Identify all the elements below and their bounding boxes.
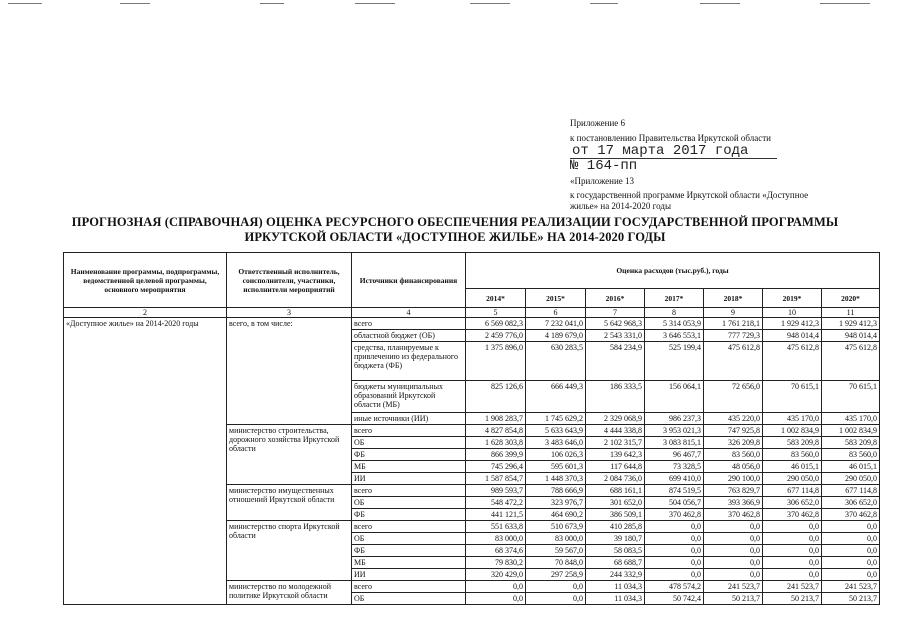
value-cell: 297 258,9 bbox=[526, 569, 586, 581]
value-cell: 475 612,8 bbox=[763, 342, 822, 381]
value-cell: 1 908 283,7 bbox=[466, 413, 526, 425]
value-cell: 948 014,4 bbox=[822, 330, 880, 342]
value-cell: 83 560,0 bbox=[763, 449, 822, 461]
column-index: 5 bbox=[466, 308, 526, 318]
value-cell: 117 644,8 bbox=[586, 461, 645, 473]
value-cell: 7 232 041,0 bbox=[526, 318, 586, 330]
value-cell: 370 462,8 bbox=[822, 509, 880, 521]
value-cell: 79 830,2 bbox=[466, 557, 526, 569]
source-cell: областной бюджет (ОБ) bbox=[352, 330, 466, 342]
value-cell: 48 056,0 bbox=[704, 461, 763, 473]
header-year: 2018* bbox=[704, 289, 763, 308]
value-cell: 370 462,8 bbox=[645, 509, 704, 521]
value-cell: 83 000,0 bbox=[466, 533, 526, 545]
value-cell: 72 656,0 bbox=[704, 381, 763, 413]
program-name-cell: «Доступное жилье» на 2014-2020 годы bbox=[64, 318, 227, 605]
value-cell: 2 329 068,9 bbox=[586, 413, 645, 425]
value-cell: 290 050,0 bbox=[822, 473, 880, 485]
value-cell: 475 612,8 bbox=[704, 342, 763, 381]
value-cell: 551 633,8 bbox=[466, 521, 526, 533]
value-cell: 46 015,1 bbox=[763, 461, 822, 473]
appendix-block bbox=[570, 118, 870, 212]
appendix-line: жилье» на 2014-2020 годы bbox=[570, 201, 672, 211]
value-cell: 46 015,1 bbox=[822, 461, 880, 473]
source-cell: МБ bbox=[352, 461, 466, 473]
value-cell: 548 472,2 bbox=[466, 497, 526, 509]
value-cell: 1 002 834,9 bbox=[822, 425, 880, 437]
value-cell: 0,0 bbox=[466, 581, 526, 593]
value-cell: 139 642,3 bbox=[586, 449, 645, 461]
value-cell: 2 102 315,7 bbox=[586, 437, 645, 449]
value-cell: 39 180,7 bbox=[586, 533, 645, 545]
value-cell: 1 002 834,9 bbox=[763, 425, 822, 437]
value-cell: 1 761 218,1 bbox=[704, 318, 763, 330]
value-cell: 83 560,0 bbox=[822, 449, 880, 461]
value-cell: 0,0 bbox=[822, 533, 880, 545]
value-cell: 70 615,1 bbox=[822, 381, 880, 413]
column-index: 8 bbox=[645, 308, 704, 318]
value-cell: 948 014,4 bbox=[763, 330, 822, 342]
header-year: 2020* bbox=[822, 289, 880, 308]
value-cell: 96 467,7 bbox=[645, 449, 704, 461]
value-cell: 747 925,8 bbox=[704, 425, 763, 437]
value-cell: 0,0 bbox=[704, 569, 763, 581]
value-cell: 0,0 bbox=[763, 545, 822, 557]
value-cell: 290 100,0 bbox=[704, 473, 763, 485]
value-cell: 1 375 896,0 bbox=[466, 342, 526, 381]
responsible-cell: всего, в том числе: bbox=[227, 318, 352, 425]
header-year: 2017* bbox=[645, 289, 704, 308]
value-cell: 478 574,2 bbox=[645, 581, 704, 593]
value-cell: 435 170,0 bbox=[763, 413, 822, 425]
value-cell: 989 593,7 bbox=[466, 485, 526, 497]
value-cell: 630 283,5 bbox=[526, 342, 586, 381]
column-index: 7 bbox=[586, 308, 645, 318]
source-cell: ОБ bbox=[352, 497, 466, 509]
value-cell: 0,0 bbox=[526, 581, 586, 593]
column-index: 6 bbox=[526, 308, 586, 318]
value-cell: 677 114,8 bbox=[763, 485, 822, 497]
value-cell: 2 459 776,0 bbox=[466, 330, 526, 342]
responsible-cell: министерство имущественных отношений Иркутской области bbox=[227, 485, 352, 521]
value-cell: 510 673,9 bbox=[526, 521, 586, 533]
header-year: 2014* bbox=[466, 289, 526, 308]
source-cell: всего bbox=[352, 485, 466, 497]
value-cell: 6 569 082,3 bbox=[466, 318, 526, 330]
column-index: 2 bbox=[64, 308, 227, 318]
title-line: ИРКУТСКОЙ ОБЛАСТИ «ДОСТУПНОЕ ЖИЛЬЕ» НА 2014-2020 ГОДЫ bbox=[244, 230, 666, 244]
value-cell: 244 332,9 bbox=[586, 569, 645, 581]
responsible-cell: министерство спорта Иркутской области bbox=[227, 521, 352, 581]
value-cell: 1 628 303,8 bbox=[466, 437, 526, 449]
value-cell: 70 848,0 bbox=[526, 557, 586, 569]
value-cell: 58 083,5 bbox=[586, 545, 645, 557]
value-cell: 4 444 338,8 bbox=[586, 425, 645, 437]
table-row bbox=[64, 318, 880, 330]
appendix-line: Приложение 6 bbox=[570, 118, 626, 128]
value-cell: 777 729,3 bbox=[704, 330, 763, 342]
source-cell: ФБ bbox=[352, 545, 466, 557]
value-cell: 370 462,8 bbox=[763, 509, 822, 521]
value-cell: 0,0 bbox=[763, 557, 822, 569]
value-cell: 874 519,5 bbox=[645, 485, 704, 497]
value-cell: 0,0 bbox=[645, 533, 704, 545]
value-cell: 68 374,6 bbox=[466, 545, 526, 557]
header-sources: Источники финансирования bbox=[352, 253, 466, 308]
header-year: 2019* bbox=[763, 289, 822, 308]
source-cell: всего bbox=[352, 521, 466, 533]
value-cell: 5 633 643,9 bbox=[526, 425, 586, 437]
value-cell: 0,0 bbox=[822, 521, 880, 533]
value-cell: 435 220,0 bbox=[704, 413, 763, 425]
resource-table bbox=[63, 252, 880, 605]
value-cell: 3 646 553,1 bbox=[645, 330, 704, 342]
value-cell: 525 199,4 bbox=[645, 342, 704, 381]
value-cell: 0,0 bbox=[466, 593, 526, 605]
value-cell: 68 688,7 bbox=[586, 557, 645, 569]
source-cell: всего bbox=[352, 425, 466, 437]
value-cell: 320 429,0 bbox=[466, 569, 526, 581]
value-cell: 59 567,0 bbox=[526, 545, 586, 557]
appendix-line: к постановлению Правительства Иркутской области bbox=[570, 133, 771, 143]
value-cell: 4 827 854,8 bbox=[466, 425, 526, 437]
value-cell: 788 666,9 bbox=[526, 485, 586, 497]
value-cell: 241 523,7 bbox=[704, 581, 763, 593]
source-cell: ОБ bbox=[352, 593, 466, 605]
value-cell: 0,0 bbox=[822, 569, 880, 581]
handwritten-date: от 17 марта 2017 года bbox=[570, 144, 870, 159]
value-cell: 156 064,1 bbox=[645, 381, 704, 413]
handwritten-number: № 164-пп bbox=[570, 158, 638, 174]
value-cell: 3 483 646,0 bbox=[526, 437, 586, 449]
value-cell: 5 314 053,9 bbox=[645, 318, 704, 330]
value-cell: 0,0 bbox=[763, 569, 822, 581]
value-cell: 3 953 021,3 bbox=[645, 425, 704, 437]
value-cell: 4 189 679,0 bbox=[526, 330, 586, 342]
source-cell: бюджеты муниципальных образований Иркутской области (МБ) bbox=[352, 381, 466, 413]
column-index: 9 bbox=[704, 308, 763, 318]
value-cell: 11 034,3 bbox=[586, 593, 645, 605]
value-cell: 0,0 bbox=[822, 545, 880, 557]
value-cell: 1 929 412,3 bbox=[822, 318, 880, 330]
value-cell: 393 366,9 bbox=[704, 497, 763, 509]
value-cell: 3 083 815,1 bbox=[645, 437, 704, 449]
appendix-line: «Приложение 13 bbox=[570, 176, 635, 186]
source-cell: средства, планируемые к привлечению из федерального бюджета (ФБ) bbox=[352, 342, 466, 381]
value-cell: 825 126,6 bbox=[466, 381, 526, 413]
value-cell: 5 642 968,3 bbox=[586, 318, 645, 330]
value-cell: 666 449,3 bbox=[526, 381, 586, 413]
responsible-cell: министерство по молодежной политике Иркутской области bbox=[227, 581, 352, 605]
value-cell: 1 587 854,7 bbox=[466, 473, 526, 485]
value-cell: 688 161,1 bbox=[586, 485, 645, 497]
value-cell: 0,0 bbox=[822, 557, 880, 569]
value-cell: 677 114,8 bbox=[822, 485, 880, 497]
source-cell: ОБ bbox=[352, 437, 466, 449]
value-cell: 435 170,0 bbox=[822, 413, 880, 425]
value-cell: 410 285,8 bbox=[586, 521, 645, 533]
column-index: 3 bbox=[227, 308, 352, 318]
value-cell: 866 399,9 bbox=[466, 449, 526, 461]
value-cell: 106 026,3 bbox=[526, 449, 586, 461]
source-cell: всего bbox=[352, 318, 466, 330]
value-cell: 301 652,0 bbox=[586, 497, 645, 509]
source-cell: ФБ bbox=[352, 449, 466, 461]
source-cell: иные источники (ИИ) bbox=[352, 413, 466, 425]
value-cell: 0,0 bbox=[704, 521, 763, 533]
appendix-line: к государственной программе Иркутской области «Доступное bbox=[570, 190, 809, 200]
value-cell: 83 560,0 bbox=[704, 449, 763, 461]
value-cell: 583 209,8 bbox=[763, 437, 822, 449]
value-cell: 504 056,7 bbox=[645, 497, 704, 509]
value-cell: 2 084 736,0 bbox=[586, 473, 645, 485]
value-cell: 241 523,7 bbox=[822, 581, 880, 593]
value-cell: 584 234,9 bbox=[586, 342, 645, 381]
value-cell: 0,0 bbox=[704, 533, 763, 545]
column-index: 11 bbox=[822, 308, 880, 318]
value-cell: 0,0 bbox=[645, 569, 704, 581]
header-estimate: Оценка расходов (тыс.руб.), годы bbox=[466, 253, 880, 289]
value-cell: 11 034,3 bbox=[586, 581, 645, 593]
value-cell: 50 213,7 bbox=[822, 593, 880, 605]
value-cell: 2 543 331,0 bbox=[586, 330, 645, 342]
source-cell: ФБ bbox=[352, 509, 466, 521]
value-cell: 1 448 370,3 bbox=[526, 473, 586, 485]
column-index-row bbox=[64, 308, 880, 318]
value-cell: 186 333,5 bbox=[586, 381, 645, 413]
value-cell: 475 612,8 bbox=[822, 342, 880, 381]
header-responsible: Ответственный исполнитель, соисполнители, участники, исполнители мероприятий bbox=[227, 253, 352, 308]
value-cell: 241 523,7 bbox=[763, 581, 822, 593]
value-cell: 70 615,1 bbox=[763, 381, 822, 413]
header-program: Наименование программы, подпрограммы, ведомственной целевой программы, основного мероприятия bbox=[64, 253, 227, 308]
value-cell: 1 745 629,2 bbox=[526, 413, 586, 425]
column-index: 4 bbox=[352, 308, 466, 318]
value-cell: 326 209,8 bbox=[704, 437, 763, 449]
source-cell: МБ bbox=[352, 557, 466, 569]
source-cell: всего bbox=[352, 581, 466, 593]
value-cell: 386 509,1 bbox=[586, 509, 645, 521]
header-year: 2015* bbox=[526, 289, 586, 308]
value-cell: 50 213,7 bbox=[763, 593, 822, 605]
header-year: 2016* bbox=[586, 289, 645, 308]
value-cell: 73 328,5 bbox=[645, 461, 704, 473]
value-cell: 370 462,8 bbox=[704, 509, 763, 521]
value-cell: 595 601,3 bbox=[526, 461, 586, 473]
value-cell: 50 213,7 bbox=[704, 593, 763, 605]
value-cell: 1 929 412,3 bbox=[763, 318, 822, 330]
value-cell: 0,0 bbox=[704, 557, 763, 569]
value-cell: 441 121,5 bbox=[466, 509, 526, 521]
value-cell: 0,0 bbox=[645, 557, 704, 569]
responsible-cell: министерство строительства, дорожного хозяйства Иркутской области bbox=[227, 425, 352, 485]
source-cell: ИИ bbox=[352, 473, 466, 485]
value-cell: 0,0 bbox=[645, 545, 704, 557]
value-cell: 0,0 bbox=[645, 521, 704, 533]
value-cell: 763 829,7 bbox=[704, 485, 763, 497]
value-cell: 0,0 bbox=[526, 593, 586, 605]
column-index: 10 bbox=[763, 308, 822, 318]
value-cell: 0,0 bbox=[763, 533, 822, 545]
document-title bbox=[60, 215, 850, 245]
value-cell: 306 652,0 bbox=[763, 497, 822, 509]
value-cell: 323 976,7 bbox=[526, 497, 586, 509]
source-cell: ОБ bbox=[352, 533, 466, 545]
value-cell: 83 000,0 bbox=[526, 533, 586, 545]
value-cell: 306 652,0 bbox=[822, 497, 880, 509]
value-cell: 0,0 bbox=[704, 545, 763, 557]
value-cell: 50 742,4 bbox=[645, 593, 704, 605]
value-cell: 0,0 bbox=[763, 521, 822, 533]
value-cell: 583 209,8 bbox=[822, 437, 880, 449]
value-cell: 986 237,3 bbox=[645, 413, 704, 425]
value-cell: 464 690,2 bbox=[526, 509, 586, 521]
value-cell: 290 050,0 bbox=[763, 473, 822, 485]
value-cell: 745 296,4 bbox=[466, 461, 526, 473]
scan-top-edge bbox=[0, 0, 905, 6]
value-cell: 699 410,0 bbox=[645, 473, 704, 485]
title-line: ПРОГНОЗНАЯ (СПРАВОЧНАЯ) ОЦЕНКА РЕСУРСНОГО ОБЕСПЕЧЕНИЯ РЕАЛИЗАЦИИ ГОСУДАРСТВЕННОЙ ПРОГРАММЫ bbox=[71, 215, 839, 229]
source-cell: ИИ bbox=[352, 569, 466, 581]
